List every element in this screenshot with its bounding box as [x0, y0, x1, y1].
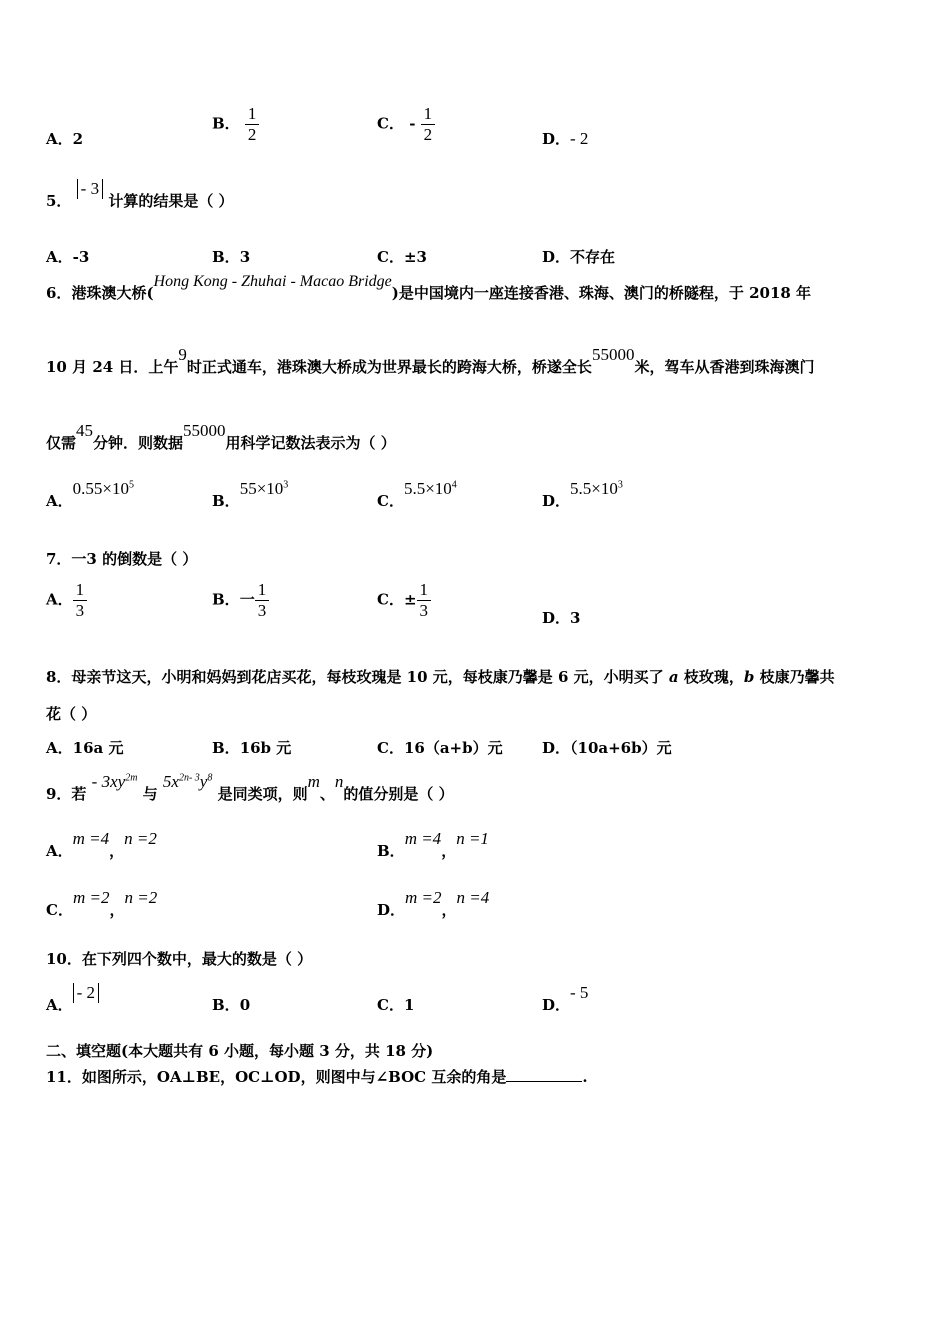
- fraction: $\frac{1}{3}$: [417, 580, 432, 621]
- fraction: $\frac{1}{3}$: [255, 580, 270, 621]
- q9-option-c: C．m =2，n =2: [46, 888, 158, 919]
- q9-option-b: B．m =4，n =1: [377, 829, 489, 860]
- q10-option-d: D．- 5: [542, 983, 589, 1014]
- q10-option-b: B．0: [212, 996, 251, 1014]
- q8-line-2: 花（ ）: [46, 705, 97, 723]
- q7-option-b: B．一 $\frac{1}{3}$: [212, 580, 269, 621]
- q6-line-1: 6．港珠澳大桥(Hong Kong - Zhuhai - Macao Bridge)是中国境内一座连接香港、珠海、澳门的桥隧程，于 2018 年: [46, 273, 812, 302]
- q5-stem: 5． - 3 计算的结果是（ ）: [46, 179, 234, 210]
- q6-line-3: 仅需45分钟．则数据55000用科学记数法表示为（ ）: [46, 421, 396, 452]
- fraction: $\frac{1}{2}$: [245, 104, 260, 145]
- q4-option-d: D．- 2: [542, 129, 589, 148]
- q11-stem: 11．如图所示，OA⊥BE，OC⊥OD，则图中与∠BOC 互余的角是 .: [46, 1068, 588, 1086]
- q10-option-c: C．1: [377, 996, 415, 1014]
- q9-stem: 9．若 - $3xy^{2m}$ 与 $5x^{2n- 3}y^8$ 是同类项，则m、n的值分别是（ ）: [46, 772, 454, 803]
- section-heading: 二、填空题(本大题共有 6 小题，每小题 3 分，共 18 分): [46, 1042, 434, 1060]
- q6-option-b: B．$55\times 10^3$: [212, 479, 289, 510]
- q5-option-d: D．不存在: [542, 248, 616, 266]
- q10-option-a: A．- 2: [46, 994, 99, 1015]
- answer-blank[interactable]: [506, 1067, 582, 1082]
- bridge-english-name: Hong Kong - Zhuhai - Macao Bridge: [153, 273, 392, 290]
- q7-option-a: A． $\frac{1}{3}$: [46, 580, 87, 621]
- q8-option-c: C．16（a+b）元: [377, 739, 503, 757]
- q5-option-a: A．-3: [46, 248, 90, 266]
- q10-stem: 10．在下列四个数中，最大的数是（ ）: [46, 950, 313, 968]
- q8-option-b: B．16b 元: [212, 739, 292, 757]
- q7-option-d: D．3: [542, 609, 581, 627]
- absolute-value: - 3: [77, 179, 103, 199]
- q5-option-c: C．±3: [377, 248, 427, 266]
- q4-option-c: C． - $\frac{1}{2}$: [377, 104, 435, 145]
- q8-option-a: A．16a 元: [46, 739, 124, 757]
- q9-option-a: A．m =4，n =2: [46, 829, 157, 860]
- q7-stem: 7．一3 的倒数是（ ）: [46, 550, 198, 568]
- q6-option-d: D．$5.5\times 10^3$: [542, 479, 623, 510]
- fraction: $\frac{1}{2}$: [421, 104, 436, 145]
- q5-option-b: B．3: [212, 248, 251, 266]
- q8-option-d: D．（10a+6b）元: [542, 739, 672, 757]
- q9-option-d: D．m =2，n =4: [377, 888, 490, 919]
- absolute-value: - 2: [73, 983, 99, 1003]
- q4-option-b: B． $\frac{1}{2}$: [212, 104, 259, 145]
- q4-option-a: A．2: [46, 130, 84, 148]
- q6-line-2: 10 月 24 日．上午9时正式通车，港珠澳大桥成为世界最长的跨海大桥，桥遂全长55000米，驾车从香港到珠海澳门: [46, 345, 815, 376]
- q8-line-1: 8．母亲节这天，小明和妈妈到花店买花，每枝玫瑰是 10 元，每枝康乃馨是 6 元，小明买了 a 枝玫瑰，b 枝康乃馨共: [46, 668, 835, 686]
- q6-option-c: C．$5.5\times 10^4$: [377, 479, 457, 510]
- q7-option-c: C．± $\frac{1}{3}$: [377, 580, 431, 621]
- q6-option-a: A．$0.55\times 10^5$: [46, 479, 134, 510]
- fraction: $\frac{1}{3}$: [73, 580, 88, 621]
